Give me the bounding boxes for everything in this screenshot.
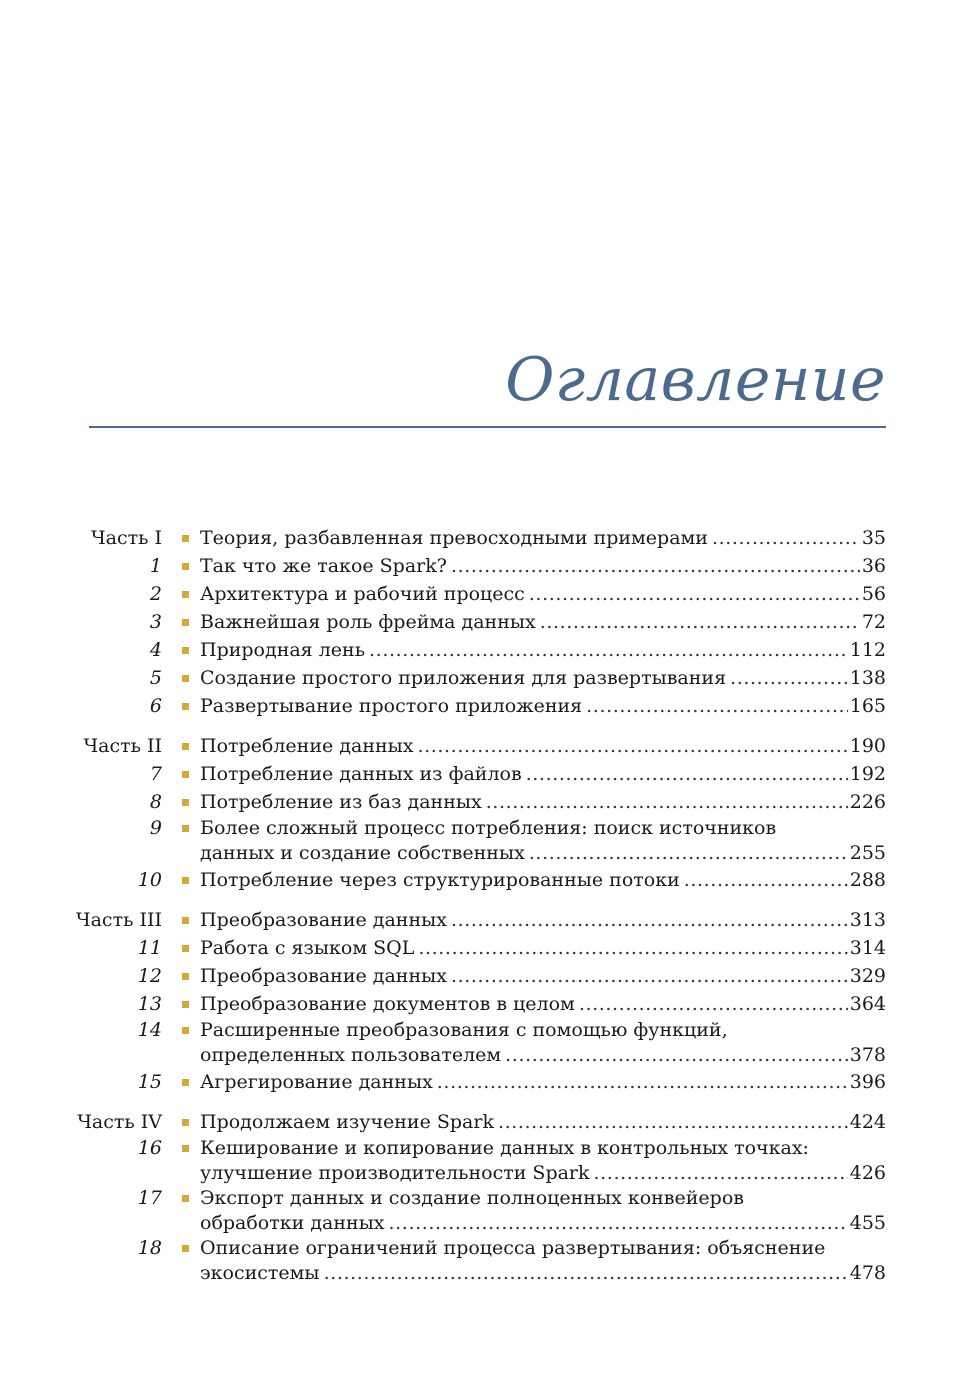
bullet-square-icon [170, 1186, 200, 1211]
toc-section [40, 1108, 886, 1286]
bullet-square-icon [170, 788, 200, 816]
entry-title: Архитектура и рабочий процесс [200, 583, 525, 605]
toc-entry-line [200, 636, 886, 664]
page-number: 56 [861, 583, 886, 605]
toc-entry-line [200, 1108, 886, 1136]
dot-leader [579, 990, 848, 1018]
chapter-number: 5 [149, 667, 162, 689]
page-number: 190 [849, 735, 886, 757]
entry-title: Преобразование данных [200, 909, 447, 931]
toc-chapter-entry[interactable] [40, 866, 886, 894]
bullet-square-icon [170, 664, 200, 692]
bullet-square-icon [170, 732, 200, 760]
toc-entry-text [200, 1068, 886, 1096]
chapter-number: 7 [149, 763, 162, 785]
page-number: 138 [849, 667, 886, 689]
dot-leader [526, 760, 848, 788]
bullet-square-icon [170, 906, 200, 934]
page-number: 455 [849, 1212, 886, 1234]
chapter-number: 16 [137, 1137, 162, 1159]
toc-entry-text [200, 866, 886, 894]
bullet-square-icon [170, 816, 200, 841]
chapter-number: 8 [149, 791, 162, 813]
toc-part-entry[interactable] [40, 906, 886, 934]
entry-title: улучшение производительности Spark [200, 1162, 590, 1184]
entry-title: данных и создание собственных [200, 842, 525, 864]
toc-entry-line [200, 608, 886, 636]
toc-chapter-entry[interactable] [40, 1186, 886, 1236]
page-number: 165 [849, 695, 886, 717]
part-number: Часть II [83, 735, 162, 757]
page-number: 378 [849, 1044, 886, 1066]
toc-chapter-entry[interactable] [40, 1068, 886, 1096]
chapter-number: 10 [137, 869, 162, 891]
bullet-square-icon [170, 608, 200, 636]
title-divider [89, 426, 886, 428]
dot-leader [505, 1043, 848, 1068]
part-number: Часть IV [77, 1111, 162, 1133]
bullet-square-icon [170, 1018, 200, 1043]
entry-title: Работа с языком SQL [200, 937, 415, 959]
toc-chapter-entry[interactable] [40, 636, 886, 664]
page-number: 313 [849, 909, 886, 931]
chapter-number: 14 [137, 1019, 162, 1041]
toc-entry-line [200, 760, 886, 788]
toc-chapter-entry[interactable] [40, 692, 886, 720]
page-number: 36 [861, 555, 886, 577]
toc-entry-line [200, 841, 886, 866]
bullet-square-icon [170, 692, 200, 720]
chapter-number: 13 [137, 993, 162, 1015]
part-number: Часть III [75, 909, 162, 931]
bullet-square-icon [170, 636, 200, 664]
chapter-number: 9 [149, 817, 162, 839]
toc-entry-line [200, 1236, 886, 1261]
toc-chapter-entry[interactable] [40, 962, 886, 990]
toc-entry-text [200, 906, 886, 934]
dot-leader [437, 1068, 848, 1096]
entry-title: Более сложный процесс потребления: поиск источников [200, 817, 777, 839]
bullet-square-icon [170, 1136, 200, 1161]
entry-title: Теория, разбавленная превосходными примерами [200, 527, 708, 549]
toc-entry-text [200, 1236, 886, 1286]
toc-entry-line [200, 1043, 886, 1068]
toc-entry-line [200, 692, 886, 720]
page-title: Оглавление [505, 345, 886, 415]
entry-title: Создание простого приложения для развертывания [200, 667, 727, 689]
entry-title: Кеширование и копирование данных в контрольных точках: [200, 1137, 809, 1159]
dot-leader [586, 692, 848, 720]
toc-entry-line [200, 1186, 886, 1211]
toc-entry-text [200, 1136, 886, 1186]
toc-chapter-entry[interactable] [40, 816, 886, 866]
toc-entry-text [200, 664, 886, 692]
toc-entry-line [200, 962, 886, 990]
page-number: 314 [849, 937, 886, 959]
toc-chapter-entry[interactable] [40, 934, 886, 962]
toc-chapter-entry[interactable] [40, 760, 886, 788]
page-number: 288 [849, 869, 886, 891]
entry-title: Потребление из баз данных [200, 791, 482, 813]
entry-title: Описание ограничений процесса развертывания: объяснение [200, 1237, 826, 1259]
bullet-square-icon [170, 552, 200, 580]
dot-leader [324, 1261, 848, 1286]
page-number: 424 [849, 1111, 886, 1133]
dot-leader [451, 906, 848, 934]
dot-leader [540, 608, 860, 636]
toc-entry-text [200, 636, 886, 664]
chapter-number: 11 [137, 937, 162, 959]
toc-chapter-entry[interactable] [40, 580, 886, 608]
page-number: 35 [861, 527, 886, 549]
toc-entry-text [200, 760, 886, 788]
toc-chapter-entry[interactable] [40, 1136, 886, 1186]
dot-leader [498, 1108, 848, 1136]
page-number: 329 [849, 965, 886, 987]
bullet-square-icon [170, 760, 200, 788]
page-number: 192 [849, 763, 886, 785]
entry-title: обработки данных [200, 1212, 385, 1234]
table-of-contents [40, 524, 886, 1298]
chapter-number: 15 [137, 1071, 162, 1093]
entry-title: Преобразование данных [200, 965, 447, 987]
dot-leader [594, 1161, 848, 1186]
entry-title: Развертывание простого приложения [200, 695, 583, 717]
bullet-square-icon [170, 1108, 200, 1136]
entry-title: Продолжаем изучение Spark [200, 1111, 494, 1133]
toc-entry-text [200, 788, 886, 816]
toc-section [40, 732, 886, 894]
toc-entry-text [200, 580, 886, 608]
toc-entry-text [200, 732, 886, 760]
toc-section [40, 524, 886, 720]
page-number: 478 [849, 1262, 886, 1284]
chapter-number: 4 [149, 639, 162, 661]
toc-entry-text [200, 990, 886, 1018]
page-number: 112 [849, 639, 886, 661]
toc-entry-text [200, 552, 886, 580]
page-number: 255 [849, 842, 886, 864]
entry-title: Важнейшая роль фрейма данных [200, 611, 536, 633]
toc-part-entry[interactable] [40, 524, 886, 552]
toc-entry-text [200, 934, 886, 962]
entry-title: определенных пользователем [200, 1044, 502, 1066]
page-number: 426 [849, 1162, 886, 1184]
chapter-number: 18 [137, 1237, 162, 1259]
toc-entry-line [200, 552, 886, 580]
toc-entry-text [200, 1018, 886, 1068]
toc-entry-text [200, 1186, 886, 1236]
page-number: 226 [849, 791, 886, 813]
chapter-number: 2 [149, 583, 162, 605]
chapter-number: 6 [149, 695, 162, 717]
chapter-number: 1 [149, 555, 162, 577]
bullet-square-icon [170, 990, 200, 1018]
toc-entry-text [200, 962, 886, 990]
toc-entry-line [200, 524, 886, 552]
dot-leader [418, 934, 847, 962]
toc-entry-line [200, 816, 886, 841]
toc-entry-line [200, 1018, 886, 1043]
toc-entry-line [200, 906, 886, 934]
toc-entry-text [200, 816, 886, 866]
page-number: 396 [849, 1071, 886, 1093]
toc-entry-line [200, 1261, 886, 1286]
toc-section [40, 906, 886, 1096]
bullet-square-icon [170, 1068, 200, 1096]
toc-chapter-entry[interactable] [40, 664, 886, 692]
page-number: 364 [849, 993, 886, 1015]
toc-entry-line [200, 580, 886, 608]
toc-entry-line [200, 664, 886, 692]
dot-leader [684, 866, 848, 894]
toc-chapter-entry[interactable] [40, 608, 886, 636]
toc-entry-text [200, 608, 886, 636]
chapter-number: 12 [137, 965, 162, 987]
dot-leader [486, 788, 848, 816]
toc-entry-line [200, 1136, 886, 1161]
toc-chapter-entry[interactable] [40, 1236, 886, 1286]
toc-entry-line [200, 866, 886, 894]
dot-leader [451, 962, 848, 990]
toc-entry-line [200, 732, 886, 760]
bullet-square-icon [170, 866, 200, 894]
toc-entry-line [200, 990, 886, 1018]
entry-title: Преобразование документов в целом [200, 993, 575, 1015]
entry-title: Потребление данных из файлов [200, 763, 522, 785]
dot-leader [529, 841, 848, 866]
entry-title: Расширенные преобразования с помощью функций, [200, 1019, 728, 1041]
dot-leader [369, 636, 848, 664]
toc-entry-text [200, 692, 886, 720]
bullet-square-icon [170, 1236, 200, 1261]
toc-entry-line [200, 1068, 886, 1096]
dot-leader [529, 580, 860, 608]
toc-chapter-entry[interactable] [40, 990, 886, 1018]
dot-leader [389, 1211, 848, 1236]
entry-title: Экспорт данных и создание полноценных конвейеров [200, 1187, 744, 1209]
toc-chapter-entry[interactable] [40, 1018, 886, 1068]
dot-leader [417, 732, 847, 760]
toc-entry-line [200, 1161, 886, 1186]
dot-leader [712, 524, 860, 552]
toc-entry-line [200, 1211, 886, 1236]
entry-title: Потребление данных [200, 735, 414, 757]
bullet-square-icon [170, 580, 200, 608]
entry-title: Агрегирование данных [200, 1071, 433, 1093]
toc-part-entry[interactable] [40, 732, 886, 760]
page-number: 72 [861, 611, 886, 633]
toc-entry-line [200, 788, 886, 816]
entry-title: экосистемы [200, 1262, 320, 1284]
bullet-square-icon [170, 524, 200, 552]
chapter-number: 3 [149, 611, 162, 633]
chapter-number: 17 [137, 1187, 162, 1209]
entry-title: Природная лень [200, 639, 366, 661]
dot-leader [730, 664, 848, 692]
toc-entry-line [200, 934, 886, 962]
entry-title: Так что же такое Spark? [200, 555, 447, 577]
toc-entry-text [200, 1108, 886, 1136]
toc-entry-text [200, 524, 886, 552]
bullet-square-icon [170, 962, 200, 990]
part-number: Часть I [90, 527, 162, 549]
toc-part-entry[interactable] [40, 1108, 886, 1136]
toc-chapter-entry[interactable] [40, 788, 886, 816]
toc-chapter-entry[interactable] [40, 552, 886, 580]
entry-title: Потребление через структурированные потоки [200, 869, 680, 891]
bullet-square-icon [170, 934, 200, 962]
dot-leader [451, 552, 860, 580]
